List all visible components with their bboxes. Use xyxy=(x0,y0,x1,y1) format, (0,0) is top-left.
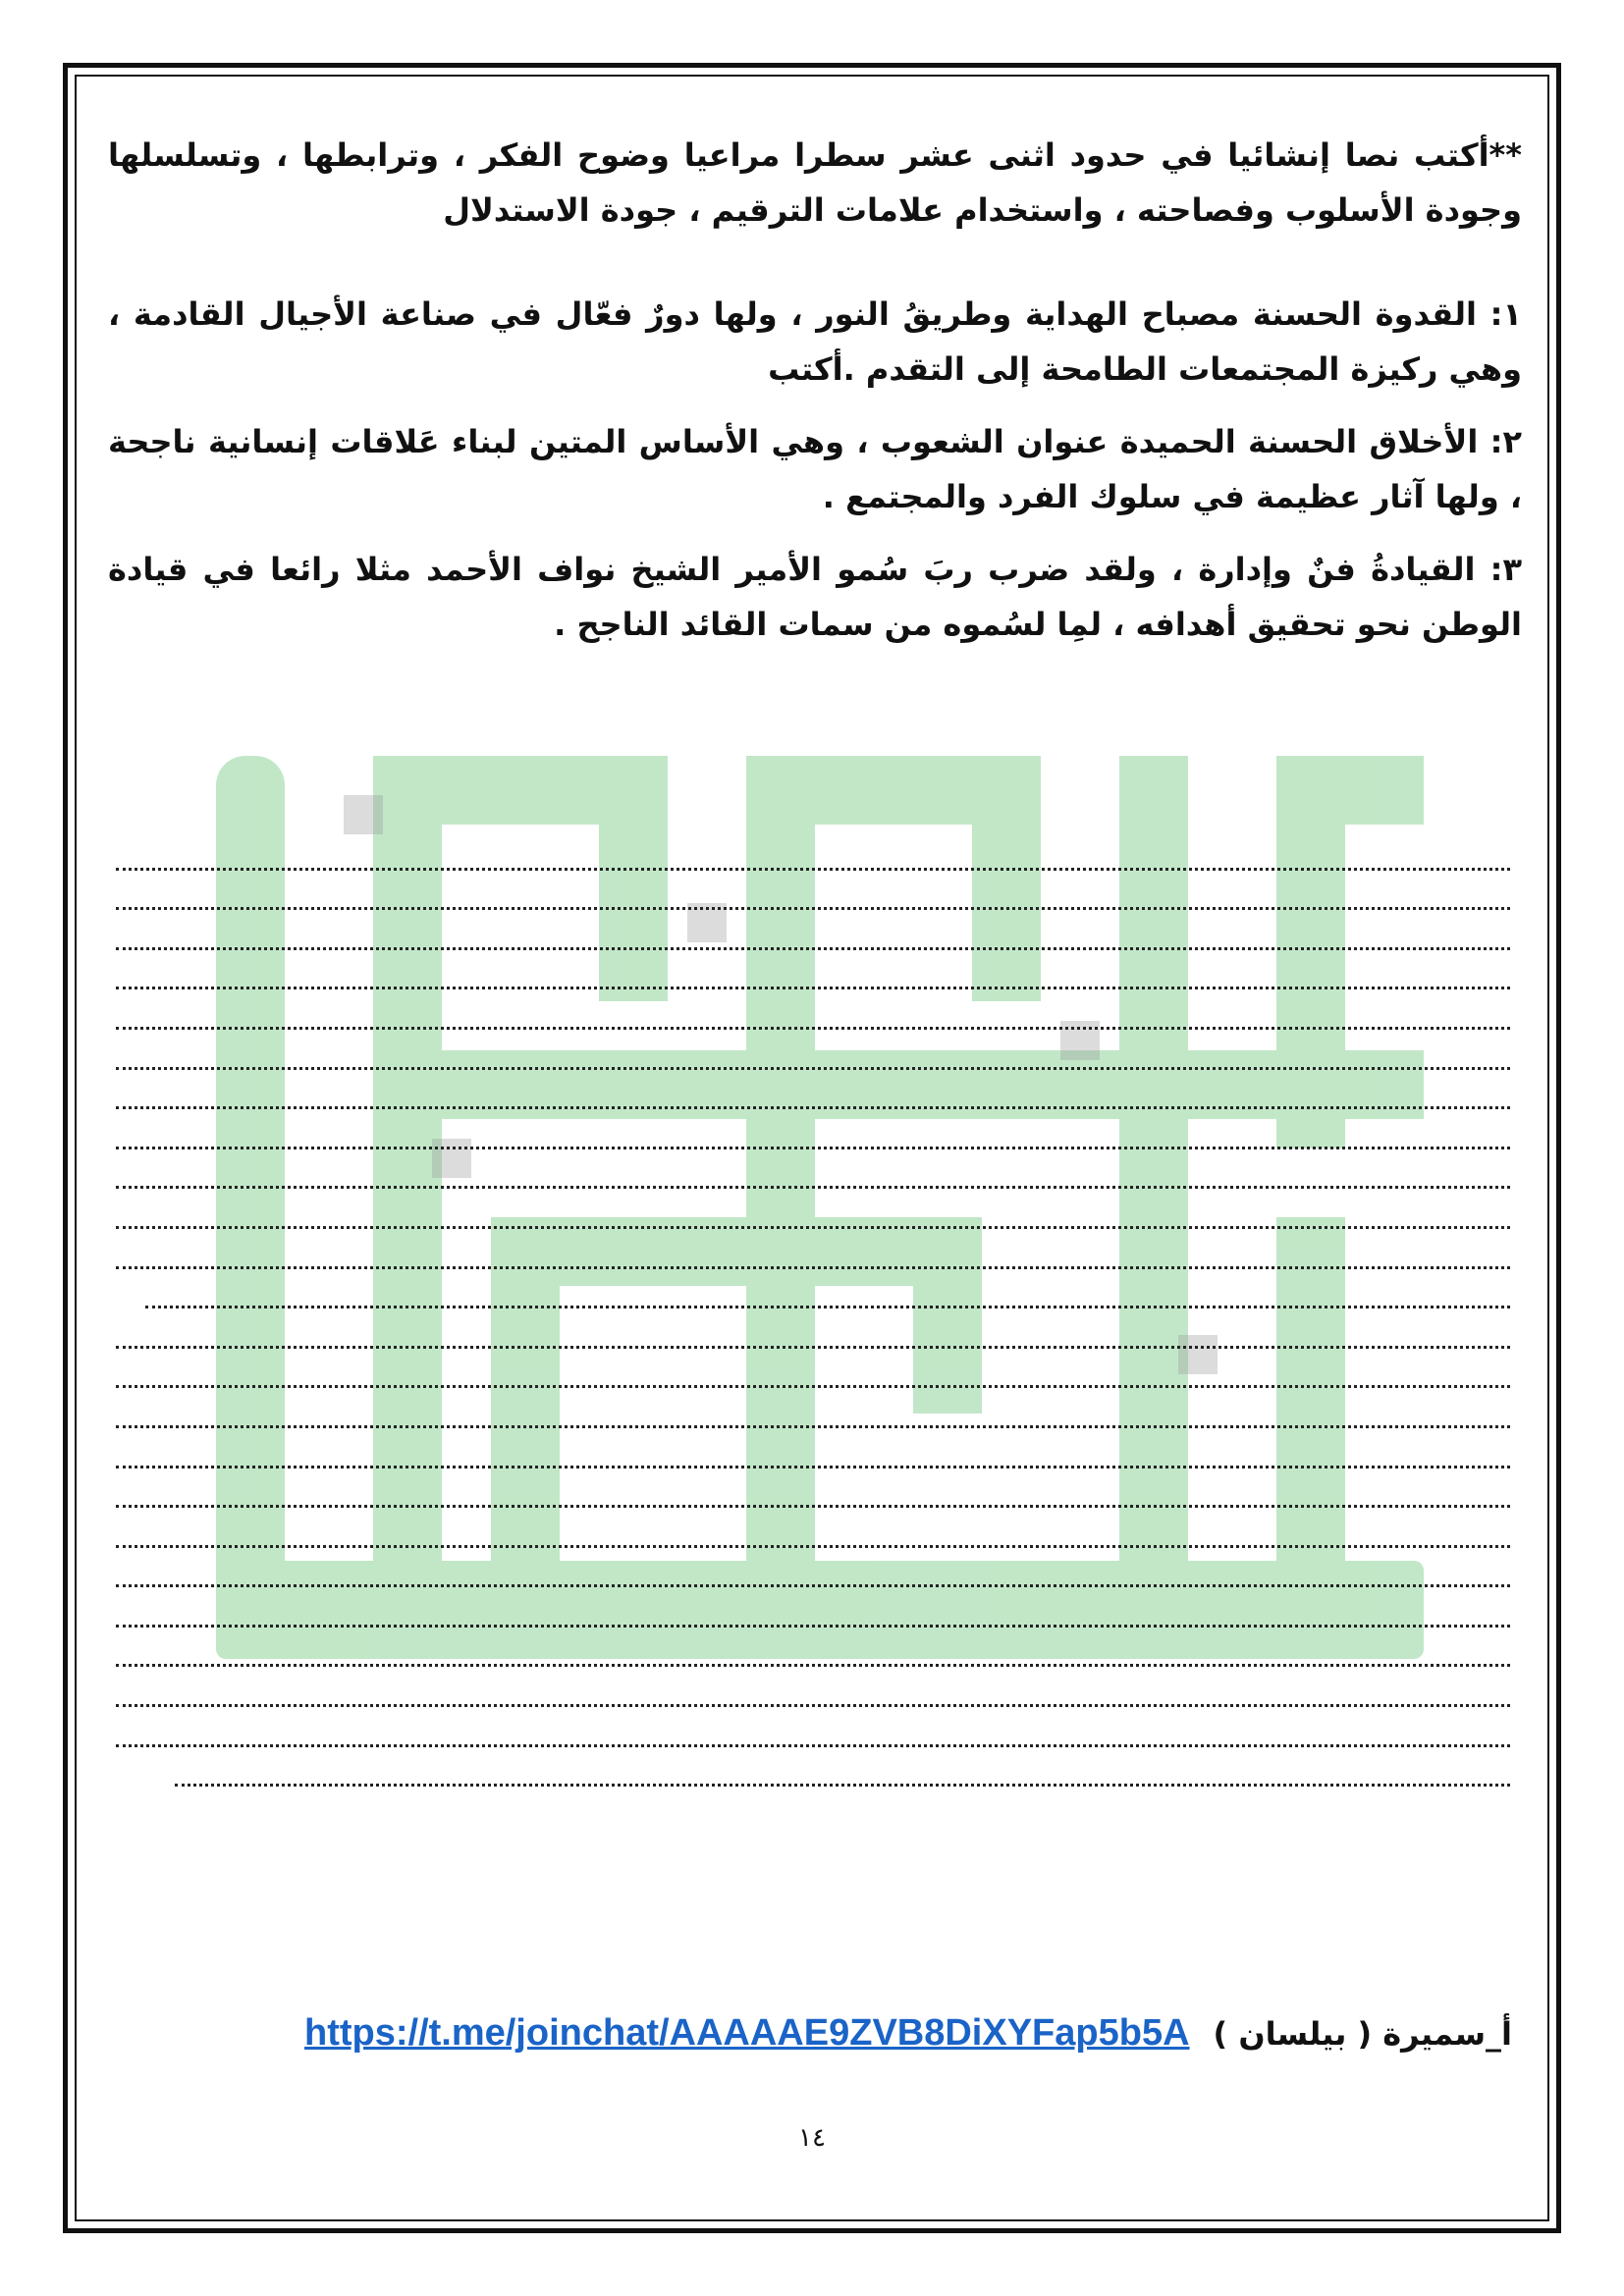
writing-line[interactable] xyxy=(116,1667,1510,1707)
author-credit: أ_سميرة ( بيلسان ) xyxy=(1213,2015,1512,2053)
writing-line[interactable] xyxy=(116,989,1510,1030)
footer xyxy=(147,2012,1512,2055)
writing-line[interactable] xyxy=(116,1349,1510,1389)
writing-line[interactable] xyxy=(116,1030,1510,1070)
writing-line[interactable] xyxy=(116,871,1510,911)
writing-line[interactable] xyxy=(116,910,1510,950)
writing-line[interactable] xyxy=(116,1468,1510,1509)
assignment-content xyxy=(108,128,1522,669)
writing-line[interactable] xyxy=(116,1229,1510,1269)
topic-item-2: ٢: الأخلاق الحسنة الحميدة عنوان الشعوب ، وهي الأساس المتين لبناء عَلاقات إنسانية ناجحة ، ولها آثار عظيمة في سلوك الفرد والمجتمع . xyxy=(108,423,1522,515)
writing-line[interactable] xyxy=(116,1587,1510,1628)
writing-line[interactable] xyxy=(116,1508,1510,1548)
topics-list xyxy=(108,287,1522,652)
writing-line[interactable] xyxy=(116,1628,1510,1668)
writing-line[interactable] xyxy=(116,950,1510,990)
writing-line[interactable] xyxy=(116,1070,1510,1110)
writing-lines xyxy=(116,830,1510,1787)
writing-line[interactable] xyxy=(175,1747,1510,1788)
writing-line[interactable] xyxy=(116,1109,1510,1149)
topic-item-3: ٣: القيادةُ فنٌ وإدارة ، ولقد ضرب ربَ سُمو الأمير الشيخ نواف الأحمد مثلا رائعا في قيادة الوطن نحو تحقيق أهدافه ، لمِا لسُموه من سمات القائد الناجح . xyxy=(108,551,1522,643)
page-number: ١٤ xyxy=(798,2123,826,2153)
topic-item-1: ١: القدوة الحسنة مصباح الهداية وطريقُ النور ، ولها دورٌ فعّال في صناعة الأجيال القادمة ، وهي ركيزة المجتمعات الطامحة إلى التقدم .أكتب xyxy=(108,295,1522,388)
writing-line[interactable] xyxy=(145,1269,1510,1309)
writing-line[interactable] xyxy=(116,1308,1510,1349)
writing-line[interactable] xyxy=(116,830,1510,871)
telegram-link[interactable]: https://t.me/joinchat/AAAAAE9ZVB8DiXYFap5b5A xyxy=(303,2012,1190,2054)
instructions-text: **أكتب نصا إنشائيا في حدود اثنى عشر سطرا مراعيا وضوح الفكر ، وترابطها ، وتسلسلها وجودة الأسلوب وفصاحته ، واستخدام علامات الترقيم ، جودة الاستدلال xyxy=(108,136,1522,229)
writing-line[interactable] xyxy=(116,1428,1510,1468)
writing-line[interactable] xyxy=(116,1149,1510,1190)
writing-line[interactable] xyxy=(116,1189,1510,1229)
writing-line[interactable] xyxy=(116,1707,1510,1747)
writing-line[interactable] xyxy=(116,1388,1510,1428)
writing-line[interactable] xyxy=(116,1548,1510,1588)
